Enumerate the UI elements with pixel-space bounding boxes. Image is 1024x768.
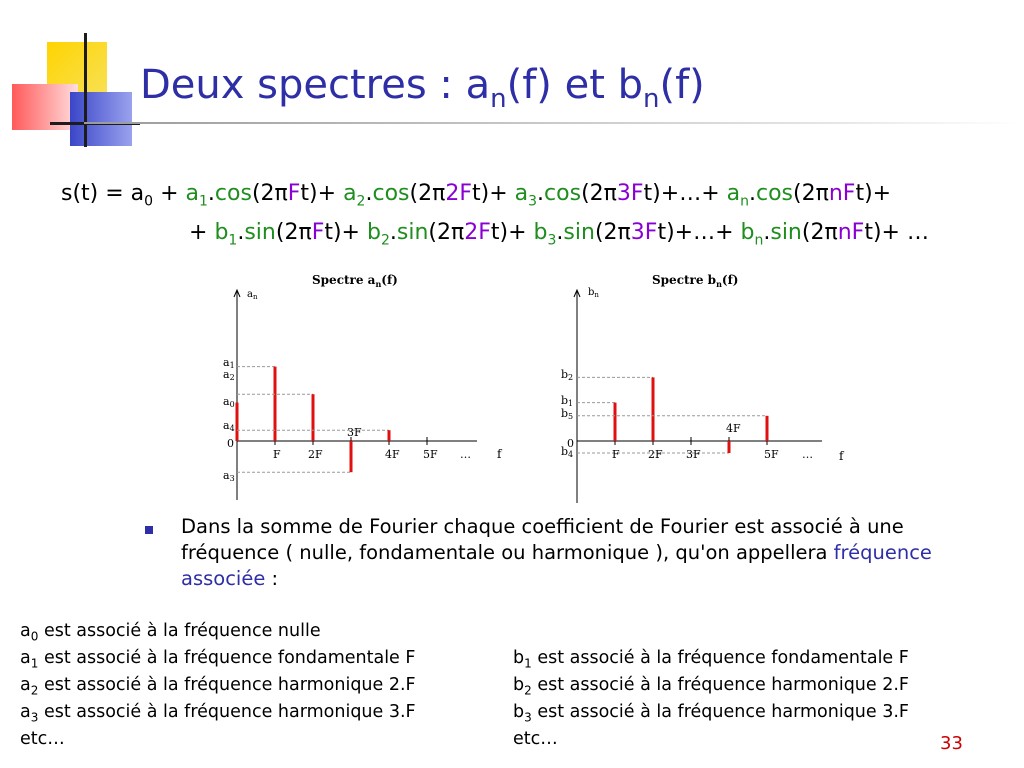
coef-name: b bbox=[513, 702, 525, 722]
x-tick-label: 4F bbox=[726, 422, 741, 435]
zero-label: 0 bbox=[567, 437, 574, 450]
association-text: est associé à la fréquence fondamentale F bbox=[531, 648, 909, 668]
formula-token: cos bbox=[214, 181, 252, 206]
coef-name: a bbox=[20, 621, 31, 641]
formula-token: t)+ bbox=[471, 181, 515, 206]
association-row bbox=[20, 648, 415, 671]
coef-name: a bbox=[20, 648, 31, 668]
formula-token: sin bbox=[770, 220, 802, 245]
bullet-paragraph bbox=[181, 514, 1001, 592]
coef-name: b bbox=[513, 648, 525, 668]
formula-token: nF bbox=[837, 220, 865, 245]
formula-token: 2F bbox=[464, 220, 491, 245]
coef-index: 2 bbox=[30, 683, 39, 698]
association-row bbox=[20, 621, 321, 644]
association-text: est associé à la fréquence fondamentale F bbox=[38, 648, 416, 668]
slide-title bbox=[140, 62, 705, 114]
formula-token: . bbox=[365, 181, 373, 206]
y-value-label: a3 bbox=[223, 469, 235, 483]
y-value-label: b5 bbox=[561, 407, 574, 421]
x-tick-label: … bbox=[460, 448, 471, 461]
bullet-end: : bbox=[265, 567, 279, 590]
formula-token: 3 bbox=[528, 193, 538, 210]
formula-token: . bbox=[207, 181, 215, 206]
formula-token: t)+ bbox=[855, 181, 892, 206]
formula-token: t)+ bbox=[490, 220, 534, 245]
zero-label: 0 bbox=[227, 437, 234, 450]
formula-token: a bbox=[726, 181, 741, 206]
association-text: est associé à la fréquence nulle bbox=[38, 621, 321, 641]
spectrum-b-diagram bbox=[552, 268, 862, 508]
formula-token: cos bbox=[372, 181, 410, 206]
title-part: (f) et b bbox=[506, 62, 643, 108]
formula-token: t)+…+ bbox=[657, 220, 741, 245]
formula-token: 1 bbox=[228, 232, 238, 249]
formula-token: (2π bbox=[428, 220, 465, 245]
formula-token: 2F bbox=[445, 181, 472, 206]
coef-index: 0 bbox=[30, 629, 39, 644]
formula-token: . bbox=[537, 181, 545, 206]
fourier-formula-line-1 bbox=[61, 181, 891, 209]
formula-token: t)+ bbox=[324, 220, 367, 245]
formula-token: (2π bbox=[581, 181, 617, 206]
association-row bbox=[20, 729, 65, 749]
spectrum-b-title: Spectre $b_n(f)$ bbox=[652, 273, 739, 289]
x-tick-label: 5F bbox=[764, 448, 779, 461]
formula-token: t)+ bbox=[300, 181, 344, 206]
formula-token: (2π bbox=[793, 181, 829, 206]
y-value-label: a1 bbox=[223, 356, 235, 370]
fourier-formula-line-2 bbox=[189, 220, 929, 248]
bullet-square bbox=[145, 526, 153, 534]
association-text: est associé à la fréquence harmonique 3.F bbox=[38, 702, 416, 722]
association-row bbox=[20, 702, 416, 725]
formula-token: b bbox=[533, 220, 548, 245]
bullet-highlight: fréquence associée bbox=[181, 541, 932, 590]
formula-token: 2 bbox=[356, 193, 366, 210]
formula-token: . bbox=[389, 220, 397, 245]
title-sub: n bbox=[490, 84, 507, 114]
spectrum-a-y-axis-label: $a_n$ bbox=[247, 289, 258, 301]
title-underline bbox=[84, 122, 1024, 124]
formula-token: . bbox=[556, 220, 564, 245]
title-sub: n bbox=[643, 84, 660, 114]
coef-name: etc… bbox=[20, 729, 65, 749]
formula-token: cos bbox=[755, 181, 794, 206]
x-tick-label: … bbox=[802, 448, 813, 461]
formula-token: (2π bbox=[801, 220, 838, 245]
coef-name: etc… bbox=[513, 729, 558, 749]
x-axis-label: f bbox=[497, 447, 502, 461]
x-tick-label: F bbox=[612, 448, 620, 461]
bullet-text: Dans la somme de Fourier chaque coefficient de Fourier est associé à une fréquence ( nulle, fondamentale ou harmonique ), qu'on appellera bbox=[181, 515, 904, 564]
formula-token: . bbox=[763, 220, 771, 245]
x-tick-label: 4F bbox=[385, 448, 400, 461]
formula-token: cos bbox=[544, 181, 582, 206]
y-value-label: a4 bbox=[223, 419, 235, 433]
formula-token: (2π bbox=[275, 220, 312, 245]
formula-token: n bbox=[754, 232, 764, 249]
title-part: Deux spectres : a bbox=[140, 62, 491, 108]
association-row bbox=[513, 648, 909, 671]
coef-name: b bbox=[513, 675, 525, 695]
formula-token: 3 bbox=[547, 232, 557, 249]
association-row bbox=[20, 675, 416, 698]
formula-token: b bbox=[366, 220, 381, 245]
spectrum-a-title: Spectre $a_n(f)$ bbox=[312, 273, 398, 289]
formula-token: sin bbox=[396, 220, 429, 245]
formula-token: 1 bbox=[198, 193, 208, 210]
y-value-label: a0 bbox=[223, 395, 235, 409]
coef-index: 1 bbox=[30, 656, 39, 671]
formula-token: 3F bbox=[630, 220, 658, 245]
logo-vertical-line bbox=[84, 33, 87, 147]
formula-token: b bbox=[740, 220, 755, 245]
association-row bbox=[513, 729, 558, 749]
association-text: est associé à la fréquence harmonique 3.F bbox=[531, 702, 909, 722]
y-value-label: b2 bbox=[561, 368, 574, 382]
x-tick-label: F bbox=[273, 448, 281, 461]
formula-token: a bbox=[514, 181, 529, 206]
coef-index: 3 bbox=[30, 710, 39, 725]
association-text: est associé à la fréquence harmonique 2.F bbox=[38, 675, 416, 695]
x-tick-label: 3F bbox=[686, 448, 701, 461]
formula-token: a bbox=[185, 181, 199, 206]
formula-token: sin bbox=[244, 220, 276, 245]
formula-token: 0 bbox=[144, 193, 154, 210]
formula-token: b bbox=[214, 220, 229, 245]
formula-token: (2π bbox=[409, 181, 446, 206]
y-value-label: b4 bbox=[561, 445, 574, 459]
formula-token: t)+…+ bbox=[643, 181, 727, 206]
formula-token: n bbox=[740, 193, 749, 210]
page-number: 33 bbox=[940, 733, 963, 754]
spectrum-a-diagram bbox=[215, 268, 515, 508]
y-value-label: b1 bbox=[561, 394, 574, 408]
y-value-label: a2 bbox=[223, 368, 235, 382]
formula-token: + bbox=[189, 220, 215, 245]
formula-token: F bbox=[287, 181, 301, 206]
title-part: (f) bbox=[659, 62, 705, 108]
formula-token: . bbox=[237, 220, 245, 245]
x-tick-label: 3F bbox=[347, 426, 362, 439]
x-axis-label: f bbox=[839, 449, 844, 463]
coef-index: 1 bbox=[524, 656, 532, 671]
coef-index: 3 bbox=[524, 710, 532, 725]
coef-name: a bbox=[20, 675, 31, 695]
formula-token: 3F bbox=[616, 181, 644, 206]
formula-token: nF bbox=[828, 181, 856, 206]
formula-token: + bbox=[153, 181, 186, 206]
logo-blue-square bbox=[70, 92, 132, 146]
formula-token: F bbox=[311, 220, 325, 245]
coef-name: a bbox=[20, 702, 31, 722]
formula-token: s(t) = a bbox=[61, 181, 145, 206]
x-tick-label: 2F bbox=[648, 448, 663, 461]
formula-token: . bbox=[748, 181, 756, 206]
formula-token: 2 bbox=[380, 232, 390, 249]
association-row bbox=[513, 675, 909, 698]
formula-token: (2π bbox=[594, 220, 631, 245]
coef-index: 2 bbox=[524, 683, 532, 698]
formula-token: sin bbox=[563, 220, 595, 245]
formula-token: a bbox=[343, 181, 357, 206]
x-tick-label: 5F bbox=[423, 448, 438, 461]
formula-token: (2π bbox=[251, 181, 288, 206]
spectrum-b-y-axis-label: $b_n$ bbox=[588, 287, 599, 299]
association-text: est associé à la fréquence harmonique 2.F bbox=[531, 675, 909, 695]
association-row bbox=[513, 702, 909, 725]
x-tick-label: 2F bbox=[308, 448, 323, 461]
formula-token: t)+ … bbox=[864, 220, 929, 245]
